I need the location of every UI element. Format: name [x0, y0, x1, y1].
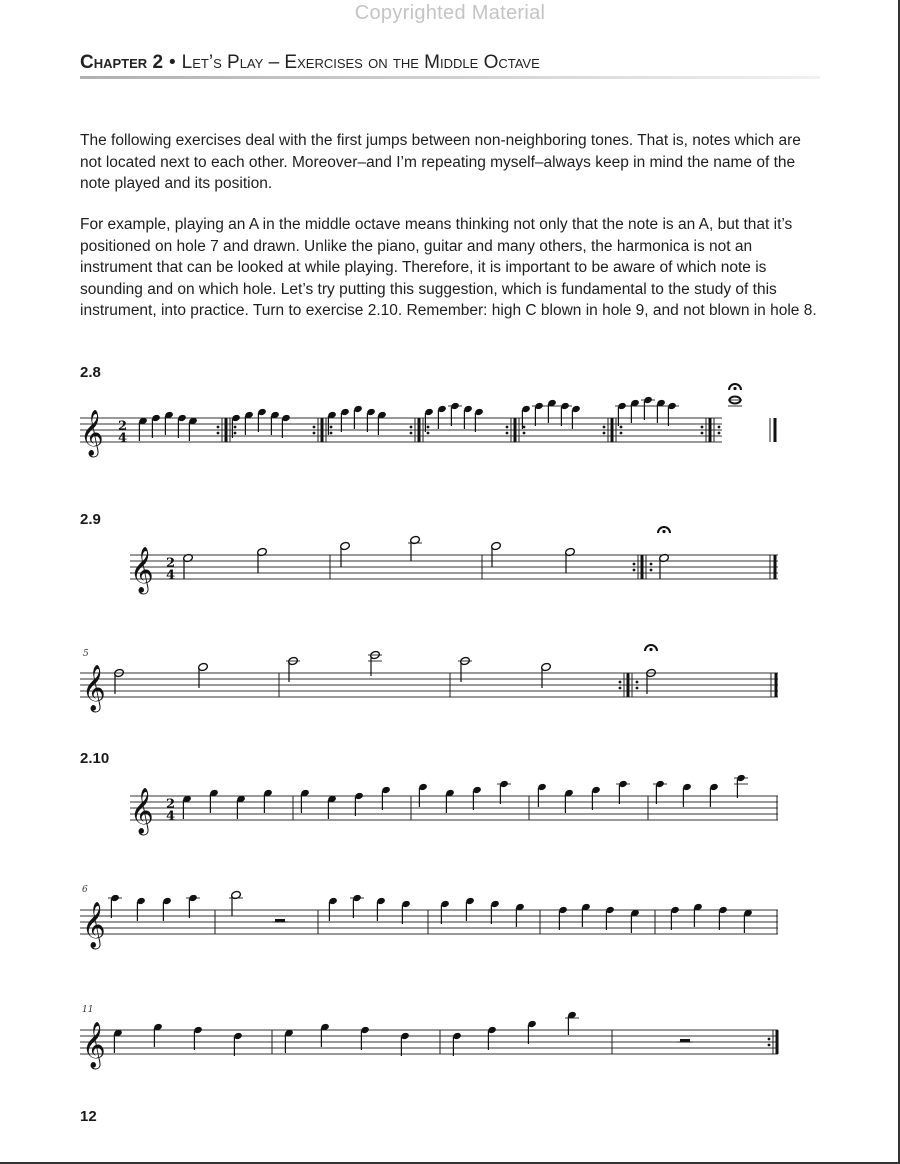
repeat-dot — [650, 569, 653, 572]
repeat-dot — [768, 1038, 771, 1041]
time-signature-top: 2 — [166, 797, 176, 812]
repeat-dot — [650, 563, 653, 566]
repeat-dot — [603, 426, 606, 429]
time-signature-top: 2 — [118, 419, 128, 434]
repeat-dot — [506, 426, 509, 429]
fermata-dot — [733, 387, 736, 390]
treble-clef-symbol: 𝄞 — [82, 665, 106, 711]
repeat-dot — [330, 432, 333, 435]
repeat-dot — [633, 563, 636, 566]
chapter-title: Let’s Play – Exercises on the Middle Octave — [181, 52, 540, 73]
repeat-dot — [718, 426, 721, 429]
chapter-number: Chapter 2 — [80, 52, 164, 73]
fermata-dot — [662, 530, 665, 533]
repeat-dot — [620, 432, 623, 435]
time-signature-bottom: 4 — [166, 568, 176, 583]
header-bullet: • — [169, 52, 176, 73]
treble-clef-symbol: 𝄞 — [80, 410, 104, 456]
exercise-label-2-9: 2.9 — [80, 511, 101, 528]
repeat-dot — [636, 681, 639, 684]
page-number: 12 — [80, 1108, 97, 1125]
repeat-dot — [701, 432, 704, 435]
copyright-watermark: Copyrighted Material — [354, 2, 546, 24]
repeat-dot — [633, 569, 636, 572]
repeat-dot — [523, 426, 526, 429]
repeat-dot — [603, 432, 606, 435]
measure-number: 6 — [82, 885, 88, 895]
fermata-dot — [649, 648, 652, 651]
time-signature-bottom: 4 — [166, 809, 176, 824]
time-signature-bottom: 4 — [118, 431, 128, 446]
measure-number: 11 — [82, 1005, 94, 1015]
repeat-dot — [217, 426, 220, 429]
repeat-dot — [636, 687, 639, 690]
treble-clef-symbol: 𝄞 — [130, 788, 154, 834]
repeat-dot — [410, 432, 413, 435]
repeat-dot — [523, 432, 526, 435]
repeat-dot — [619, 681, 622, 684]
treble-clef-symbol: 𝄞 — [82, 1022, 106, 1068]
repeat-dot — [410, 426, 413, 429]
treble-clef-symbol: 𝄞 — [82, 902, 106, 948]
repeat-dot — [313, 426, 316, 429]
repeat-dot — [620, 426, 623, 429]
paragraph-intro: The following exercises deal with the first jumps between non-neighboring tones. That is, notes which are not located next to each other. Moreover–and I’m repeating myself–always keep in mind the name of the note played and its position. — [80, 132, 801, 192]
repeat-dot — [313, 432, 316, 435]
repeat-dot — [427, 432, 430, 435]
repeat-dot — [619, 687, 622, 690]
repeat-dot — [701, 426, 704, 429]
repeat-dot — [506, 432, 509, 435]
repeat-dot — [330, 426, 333, 429]
time-signature-top: 2 — [166, 556, 176, 571]
repeat-dot — [768, 1044, 771, 1047]
paragraph-example: For example, playing an A in the middle octave means thinking not only that the note is an A, but that it’s positioned on hole 7 and drawn. Unlike the piano, guitar and many others, the harmonica is not an instrument that can be looked at while playing. Therefore, it is important to be aware of which note is sounding and on which hole. Let’s try putting this suggestion, which is fundamental to the study of this instrument, into practice. Turn to exercise 2.10. Remember: high C blown in hole 9, and not blown in hole 8. — [80, 216, 817, 319]
repeat-dot — [217, 432, 220, 435]
exercise-label-2-8: 2.8 — [80, 364, 101, 381]
repeat-dot — [427, 426, 430, 429]
repeat-dot — [234, 432, 237, 435]
measure-number: 5 — [83, 649, 89, 659]
treble-clef-symbol: 𝄞 — [130, 547, 154, 593]
repeat-dot — [718, 432, 721, 435]
repeat-dot — [234, 426, 237, 429]
exercise-label-2-10: 2.10 — [80, 750, 110, 767]
